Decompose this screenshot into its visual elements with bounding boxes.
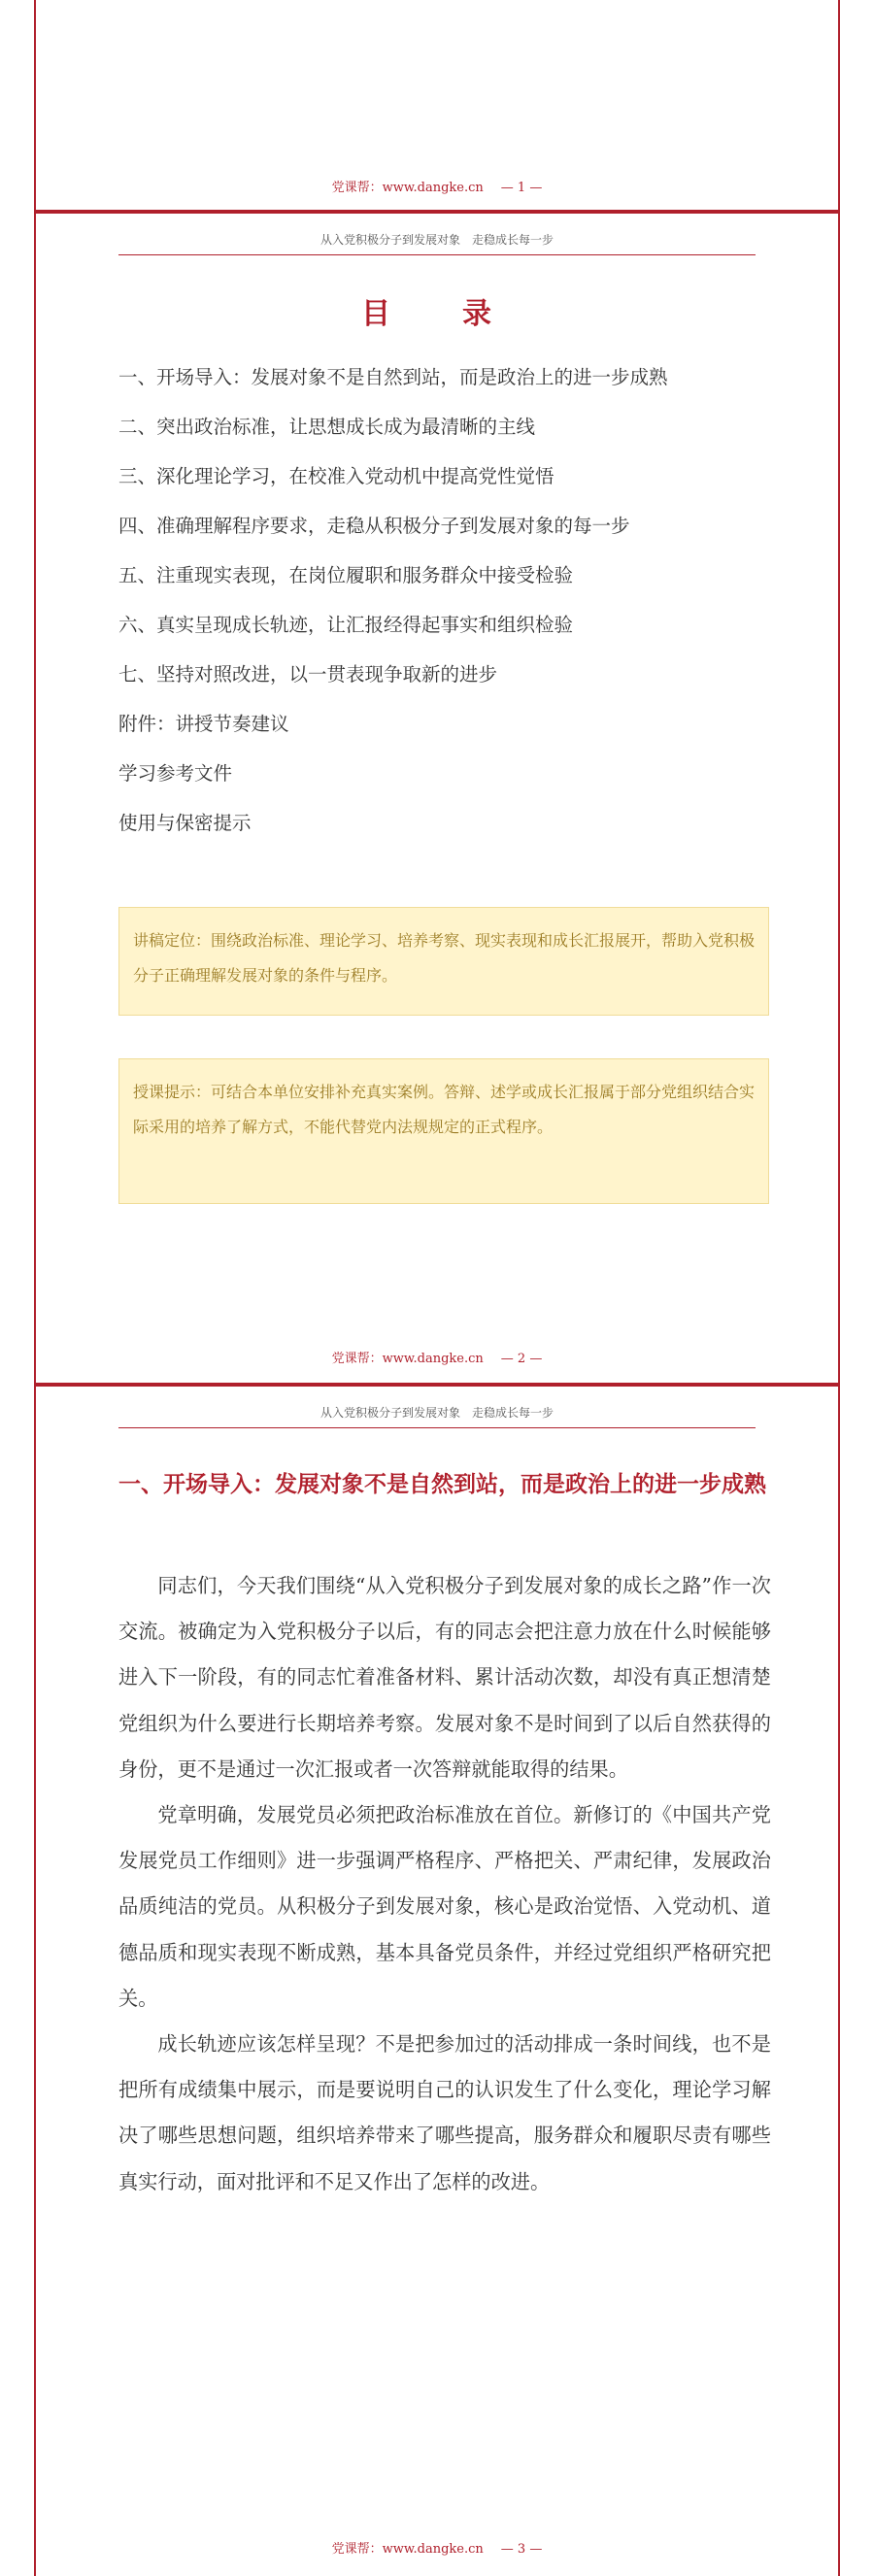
toc-item[interactable]: 五、注重现实表现，在岗位履职和服务群众中接受检验 <box>118 564 574 586</box>
header-rule <box>118 1427 756 1428</box>
page-2 <box>34 214 840 1383</box>
toc-item[interactable]: 六、真实呈现成长轨迹，让汇报经得起事实和组织检验 <box>118 614 574 636</box>
body-paragraph: 同志们，今天我们围绕“从入党积极分子到发展对象的成长之路”作一次交流。被确定为入党积极分子以后，有的同志会把注意力放在什么时候能够进入下一阶段，有的同志忙着准备材料、累计活动次数，却没有真正想清楚党组织为什么要进行长期培养考察。发展对象不是时间到了以后自然获得的身份，更不是通过一次汇报或者一次答辩就能取得的结果。 <box>118 1574 771 1781</box>
teaching-tip-note: 授课提示：可结合本单位安排补充真实案例。答辩、述学或成长汇报属于部分党组织结合实际采用的培养了解方式，不能代替党内法规规定的正式程序。 <box>118 1058 769 1204</box>
page-number: — 3 — <box>500 2542 543 2557</box>
toc-list <box>118 361 798 856</box>
footer-site: 党课帮：www.dangke.cn <box>331 181 484 195</box>
toc-title: 目 录 <box>361 297 513 331</box>
toc-item[interactable]: 附件：讲授节奏建议 <box>118 713 289 735</box>
page-footer <box>36 177 838 195</box>
toc-item[interactable]: 三、深化理论学习，在校准入党动机中提高党性觉悟 <box>118 465 555 487</box>
toc-item[interactable]: 七、坚持对照改进，以一贯表现争取新的进步 <box>118 663 498 686</box>
page-footer <box>36 2538 838 2557</box>
section-heading: 一、开场导入：发展对象不是自然到站，而是政治上的进一步成熟 <box>118 1471 766 1497</box>
body-paragraph: 成长轨迹应该怎样呈现？不是把参加过的活动排成一条时间线，也不是把所有成绩集中展示，而是要说明自己的认识发生了什么变化，理论学习解决了哪些思想问题，组织培养带来了哪些提高，服务群众和履职尽责有哪些真实行动，面对批评和不足又作出了怎样的改进。 <box>118 2032 771 2193</box>
page-1 <box>34 0 840 212</box>
toc-item[interactable]: 二、突出政治标准，让思想成长成为最清晰的主线 <box>118 416 536 438</box>
toc-item[interactable]: 学习参考文件 <box>118 762 233 785</box>
positioning-note: 讲稿定位：围绕政治标准、理论学习、培养考察、现实表现和成长汇报展开，帮助入党积极分子正确理解发展对象的条件与程序。 <box>118 907 769 1016</box>
body-paragraph: 党章明确，发展党员必须把政治标准放在首位。新修订的《中国共产党发展党员工作细则》进一步强调严格程序、严格把关、严肃纪律，发展政治品质纯洁的党员。从积极分子到发展对象，核心是政治觉悟、入党动机、道德品质和现实表现不断成熟，基本具备党员条件，并经过党组织严格研究把关。 <box>118 1803 771 2010</box>
section-body <box>118 1563 771 2205</box>
toc-item[interactable]: 四、准确理解程序要求，走稳从积极分子到发展对象的每一步 <box>118 515 630 537</box>
toc-item[interactable]: 使用与保密提示 <box>118 812 252 834</box>
page-number: — 1 — <box>500 181 543 195</box>
page-footer <box>36 1348 838 1366</box>
running-head: 从入党积极分子到发展对象 走稳成长每一步 <box>319 1406 554 1420</box>
footer-site: 党课帮：www.dangke.cn <box>331 1352 484 1366</box>
page-3 <box>34 1387 840 2576</box>
header-rule <box>118 254 756 255</box>
toc-item[interactable]: 一、开场导入：发展对象不是自然到站，而是政治上的进一步成熟 <box>118 366 668 388</box>
page-number: — 2 — <box>500 1352 543 1366</box>
running-head: 从入党积极分子到发展对象 走稳成长每一步 <box>319 233 554 247</box>
footer-site: 党课帮：www.dangke.cn <box>331 2542 484 2557</box>
